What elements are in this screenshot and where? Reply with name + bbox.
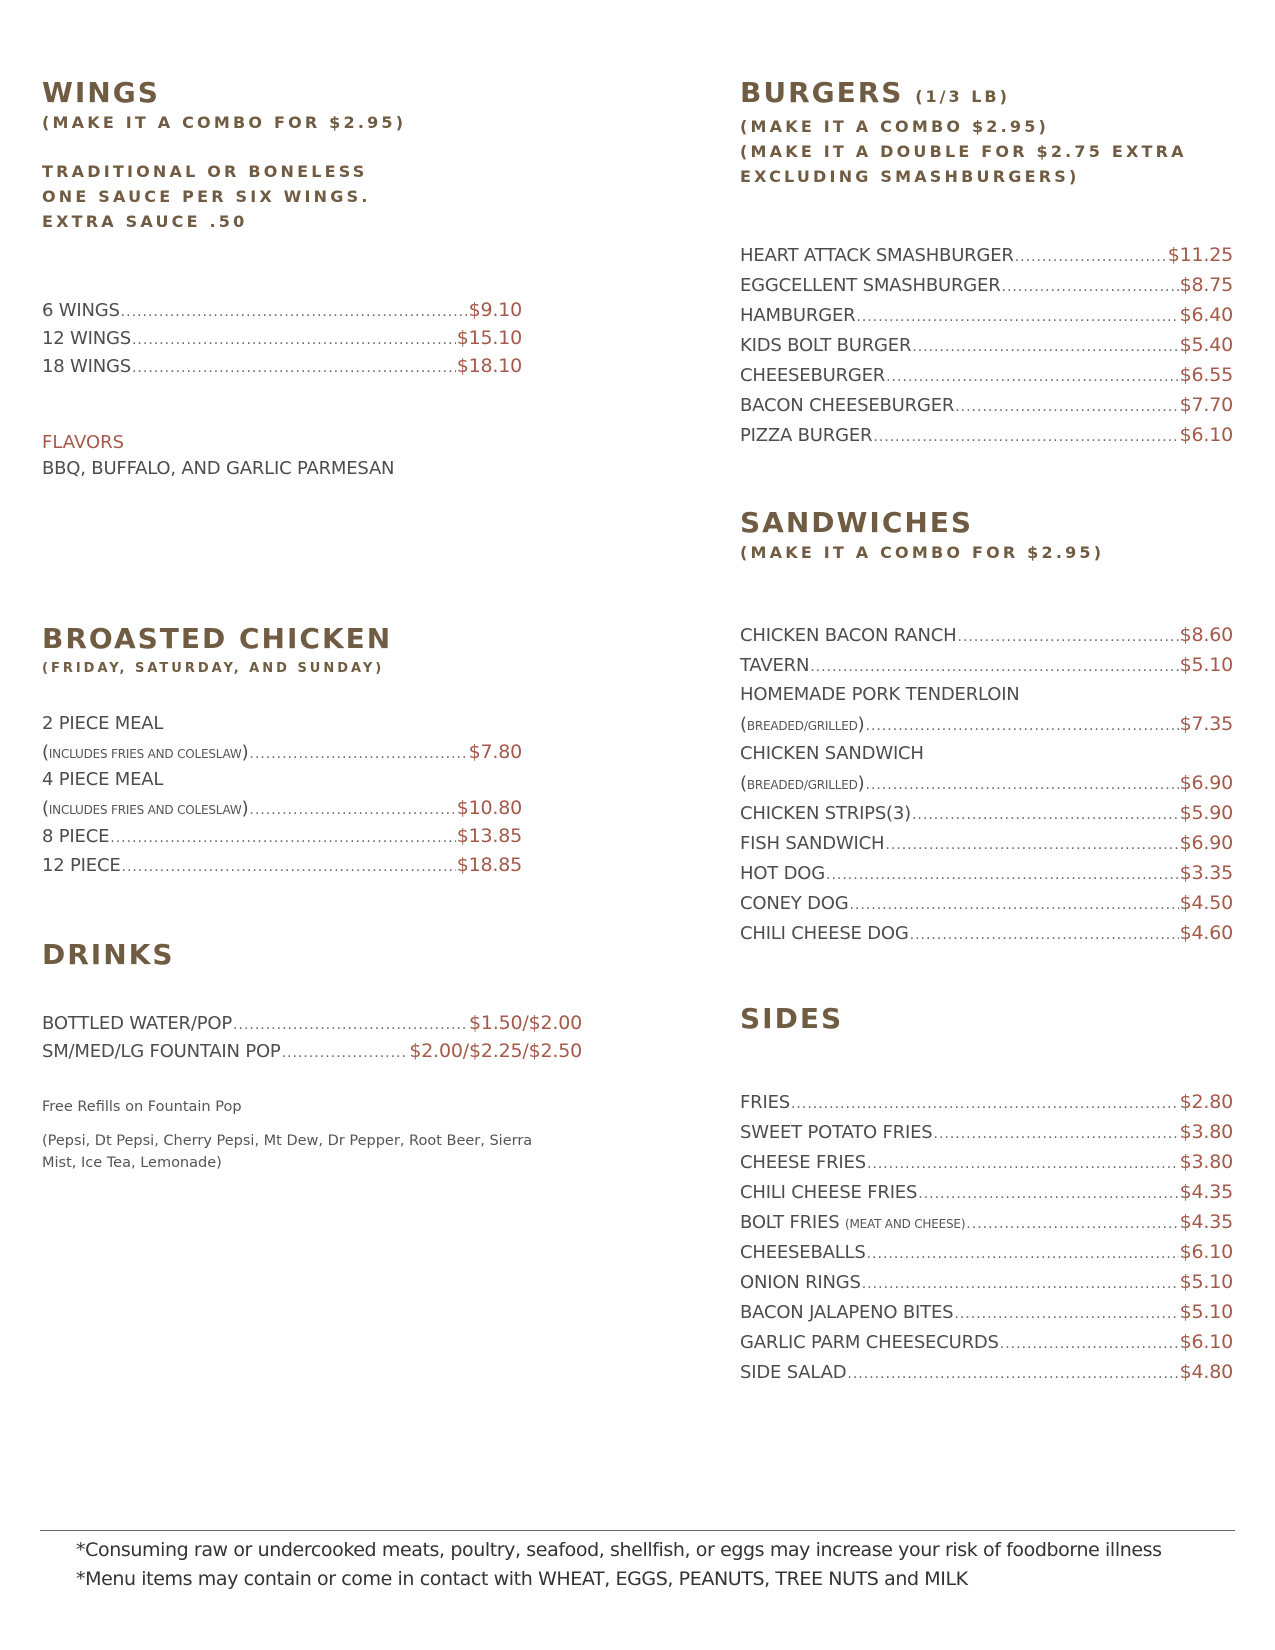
menu-item — [740, 394, 1233, 424]
item-label: CHICKEN SANDWICH — [740, 743, 924, 764]
item-price: $4.60 — [1179, 922, 1233, 944]
dot-leader — [886, 369, 1178, 385]
dot-leader — [791, 1096, 1179, 1112]
item-label: HOMEMADE PORK TENDERLOIN — [740, 684, 1020, 705]
item-price: $6.10 — [1179, 1331, 1233, 1353]
menu-item — [42, 1040, 582, 1068]
dot-leader — [233, 1017, 468, 1033]
menu-item — [42, 299, 522, 327]
menu-item — [740, 1331, 1233, 1361]
sides-title: SIDES — [740, 1002, 844, 1035]
item-name: CHEESEBALLS — [740, 1242, 866, 1263]
dot-leader — [966, 1216, 1178, 1232]
item-name: CONEY DOG — [740, 893, 849, 914]
item-price: $6.40 — [1179, 304, 1233, 326]
dot-leader — [249, 802, 455, 818]
burgers-items — [740, 244, 1233, 454]
item-name: GARLIC PARM CHEESECURDS — [740, 1332, 999, 1353]
item-price: $5.10 — [1179, 1271, 1233, 1293]
item-name: KIDS BOLT BURGER — [740, 335, 912, 356]
menu-item — [740, 654, 1233, 684]
item-price: $3.35 — [1179, 862, 1233, 884]
drinks-notes — [42, 1096, 552, 1174]
dot-leader — [1002, 279, 1179, 295]
flavors-text: BBQ, BUFFALO, AND GARLIC PARMESAN — [42, 458, 395, 479]
item-price: $13.85 — [456, 825, 522, 847]
item-name: 6 WINGS — [42, 300, 120, 321]
item-price: $5.10 — [1179, 1301, 1233, 1323]
dot-leader — [826, 867, 1179, 883]
drinks-section — [42, 938, 175, 972]
menu-item — [42, 1012, 582, 1040]
item-price: $18.85 — [456, 854, 522, 876]
item-name: BOLT FRIES — [740, 1212, 840, 1233]
item-label: 2 PIECE MEAL — [42, 713, 164, 734]
item-name: FISH SANDWICH — [740, 833, 885, 854]
wings-info-line: ONE SAUCE PER SIX WINGS. — [42, 187, 371, 206]
item-price: $5.90 — [1179, 802, 1233, 824]
item-price: $1.50/$2.00 — [469, 1012, 582, 1034]
burgers-title-small: (1/3 LB) — [915, 87, 1010, 106]
item-price: $4.35 — [1179, 1211, 1233, 1233]
item-price: $4.35 — [1179, 1181, 1233, 1203]
dot-leader — [121, 304, 468, 320]
item-price: $6.10 — [1179, 1241, 1233, 1263]
item-price: $3.80 — [1179, 1151, 1233, 1173]
dot-leader — [955, 399, 1178, 415]
item-name: SM/MED/LG FOUNTAIN POP — [42, 1041, 281, 1062]
sides-section — [740, 1002, 843, 1036]
item-name: 12 WINGS — [42, 328, 131, 349]
dot-leader — [847, 1366, 1178, 1382]
menu-item — [42, 854, 522, 883]
menu-item — [740, 244, 1233, 274]
item-price: $18.10 — [456, 355, 522, 377]
dot-leader — [957, 629, 1178, 645]
sandwiches-title: SANDWICHES — [740, 506, 974, 539]
item-note: (INCLUDES FRIES AND COLESLAW) — [42, 742, 249, 763]
wings-info-line: TRADITIONAL OR BONELESS — [42, 162, 368, 181]
item-price: $15.10 — [456, 327, 522, 349]
dot-leader — [873, 429, 1178, 445]
drinks-list: (Pepsi, Dt Pepsi, Cherry Pepsi, Mt Dew, Dr Pepper, Root Beer, Sierra Mist, Ice Tea, Lemonade) — [42, 1133, 533, 1171]
dot-leader — [122, 859, 456, 875]
item-name: CHILI CHEESE DOG — [740, 923, 909, 944]
dot-leader — [1015, 249, 1167, 265]
menu-item — [740, 624, 1233, 654]
item-label: 4 PIECE MEAL — [42, 769, 164, 790]
flavors-label: FLAVORS — [42, 432, 125, 453]
item-price: $6.90 — [1179, 832, 1233, 854]
menu-item — [740, 424, 1233, 454]
item-name: CHEESE FRIES — [740, 1152, 866, 1173]
item-name: TAVERN — [740, 655, 810, 676]
menu-item — [42, 327, 522, 355]
wings-combo: (MAKE IT A COMBO FOR $2.95) — [42, 113, 407, 132]
dot-leader — [866, 777, 1179, 793]
item-note: (BREADED/GRILLED) — [740, 714, 865, 735]
sandwiches-section — [740, 506, 1104, 565]
item-name: CHICKEN BACON RANCH — [740, 625, 957, 646]
item-price: $7.35 — [1179, 713, 1233, 735]
item-name: 18 WINGS — [42, 356, 131, 377]
dot-leader — [849, 897, 1178, 913]
burgers-sub-line: (MAKE IT A COMBO $2.95) — [740, 117, 1050, 136]
item-price: $6.90 — [1179, 772, 1233, 794]
burgers-sub-line: (MAKE IT A DOUBLE FOR $2.75 EXTRA — [740, 142, 1187, 161]
menu-item — [740, 892, 1233, 922]
item-note: (MEAT AND CHEESE) — [844, 1217, 966, 1231]
item-price: $9.10 — [468, 299, 522, 321]
burgers-sub-line: EXCLUDING SMASHBURGERS) — [740, 167, 1080, 186]
footer-divider — [40, 1530, 1235, 1531]
item-name: BACON JALAPENO BITES — [740, 1302, 954, 1323]
item-name: EGGCELLENT SMASHBURGER — [740, 275, 1001, 296]
sandwiches-items — [740, 624, 1233, 952]
menu-item — [740, 1211, 1233, 1241]
menu-item — [740, 862, 1233, 892]
menu-item — [740, 1181, 1233, 1211]
menu-item — [42, 797, 522, 825]
dot-leader — [249, 746, 467, 762]
disclaimer-line: *Consuming raw or undercooked meats, poultry, seafood, shellfish, or eggs may increase your risk of foodborne illness — [76, 1539, 1162, 1561]
item-price: $7.70 — [1179, 394, 1233, 416]
disclaimer-line: *Menu items may contain or come in contact with WHEAT, EGGS, PEANUTS, TREE NUTS and MILK — [76, 1568, 968, 1590]
item-name: HAMBURGER — [740, 305, 856, 326]
dot-leader — [862, 1276, 1179, 1292]
menu-item — [42, 355, 522, 383]
menu-item — [740, 274, 1233, 304]
item-price: $5.40 — [1179, 334, 1233, 356]
dot-leader — [282, 1045, 409, 1061]
menu-item — [740, 364, 1233, 394]
item-note: (INCLUDES FRIES AND COLESLAW) — [42, 798, 249, 819]
menu-item — [740, 1091, 1233, 1121]
menu-item — [42, 825, 522, 854]
item-price: $6.55 — [1179, 364, 1233, 386]
item-price: $10.80 — [456, 797, 522, 819]
menu-item — [740, 1271, 1233, 1301]
footer-disclaimer — [76, 1536, 1236, 1594]
item-name: HOT DOG — [740, 863, 825, 884]
item-name: CHICKEN STRIPS(3) — [740, 803, 911, 824]
item-name: BOTTLED WATER/POP — [42, 1013, 233, 1034]
sandwiches-combo: (MAKE IT A COMBO FOR $2.95) — [740, 543, 1105, 562]
menu-item — [740, 1361, 1233, 1391]
menu-item — [740, 1301, 1233, 1331]
item-price: $5.10 — [1179, 654, 1233, 676]
wings-section — [42, 76, 406, 234]
menu-item — [740, 772, 1233, 802]
dot-leader — [110, 830, 455, 846]
wings-info-line: EXTRA SAUCE .50 — [42, 212, 248, 231]
dot-leader — [918, 1186, 1178, 1202]
dot-leader — [1000, 1336, 1179, 1352]
item-name: 8 PIECE — [42, 826, 110, 847]
menu-item — [740, 832, 1233, 862]
dot-leader — [810, 659, 1178, 675]
menu-item — [740, 802, 1233, 832]
dot-leader — [954, 1306, 1178, 1322]
dot-leader — [912, 807, 1179, 823]
dot-leader — [912, 339, 1178, 355]
item-price: $8.60 — [1179, 624, 1233, 646]
menu-item — [42, 741, 522, 769]
broasted-sub: (FRIDAY, SATURDAY, AND SUNDAY) — [42, 661, 385, 676]
item-price: $4.80 — [1179, 1361, 1233, 1383]
item-name: ONION RINGS — [740, 1272, 861, 1293]
item-price: $2.00/$2.25/$2.50 — [409, 1040, 582, 1062]
dot-leader — [910, 927, 1179, 943]
wings-items — [42, 299, 522, 383]
item-name: CHILI CHEESE FRIES — [740, 1182, 918, 1203]
menu-item — [740, 1241, 1233, 1271]
dot-leader — [132, 360, 456, 376]
burgers-section — [740, 76, 1187, 189]
item-note: (BREADED/GRILLED) — [740, 773, 865, 794]
flavors-block — [42, 432, 394, 479]
dot-leader — [933, 1126, 1178, 1142]
dot-leader — [866, 718, 1179, 734]
dot-leader — [132, 332, 456, 348]
dot-leader — [867, 1156, 1179, 1172]
menu-item — [740, 334, 1233, 364]
refills-note: Free Refills on Fountain Pop — [42, 1099, 242, 1115]
menu-item — [740, 922, 1233, 952]
menu-item — [740, 1121, 1233, 1151]
item-name: PIZZA BURGER — [740, 425, 873, 446]
burgers-title-text: BURGERS — [740, 76, 904, 109]
drinks-title: DRINKS — [42, 938, 175, 971]
item-name: BACON CHEESEBURGER — [740, 395, 955, 416]
menu-item — [740, 1151, 1233, 1181]
item-name: SIDE SALAD — [740, 1362, 847, 1383]
item-name: SWEET POTATO FRIES — [740, 1122, 933, 1143]
item-name: HEART ATTACK SMASHBURGER — [740, 245, 1014, 266]
item-price: $11.25 — [1167, 244, 1233, 266]
item-price: $7.80 — [468, 741, 522, 763]
item-name: FRIES — [740, 1092, 790, 1113]
dot-leader — [856, 309, 1178, 325]
menu-item — [740, 713, 1233, 743]
item-price: $6.10 — [1179, 424, 1233, 446]
item-name: 12 PIECE — [42, 855, 121, 876]
broasted-section — [42, 622, 392, 681]
broasted-items — [42, 713, 522, 883]
item-price: $2.80 — [1179, 1091, 1233, 1113]
item-price: $4.50 — [1179, 892, 1233, 914]
broasted-title: BROASTED CHICKEN — [42, 622, 393, 655]
item-price: $3.80 — [1179, 1121, 1233, 1143]
burgers-title — [740, 76, 1187, 114]
wings-title: WINGS — [42, 76, 160, 109]
menu-item — [740, 304, 1233, 334]
dot-leader — [867, 1246, 1179, 1262]
item-price: $8.75 — [1179, 274, 1233, 296]
dot-leader — [885, 837, 1178, 853]
sides-items — [740, 1091, 1233, 1391]
item-name: CHEESEBURGER — [740, 365, 886, 386]
drinks-items — [42, 1012, 582, 1068]
